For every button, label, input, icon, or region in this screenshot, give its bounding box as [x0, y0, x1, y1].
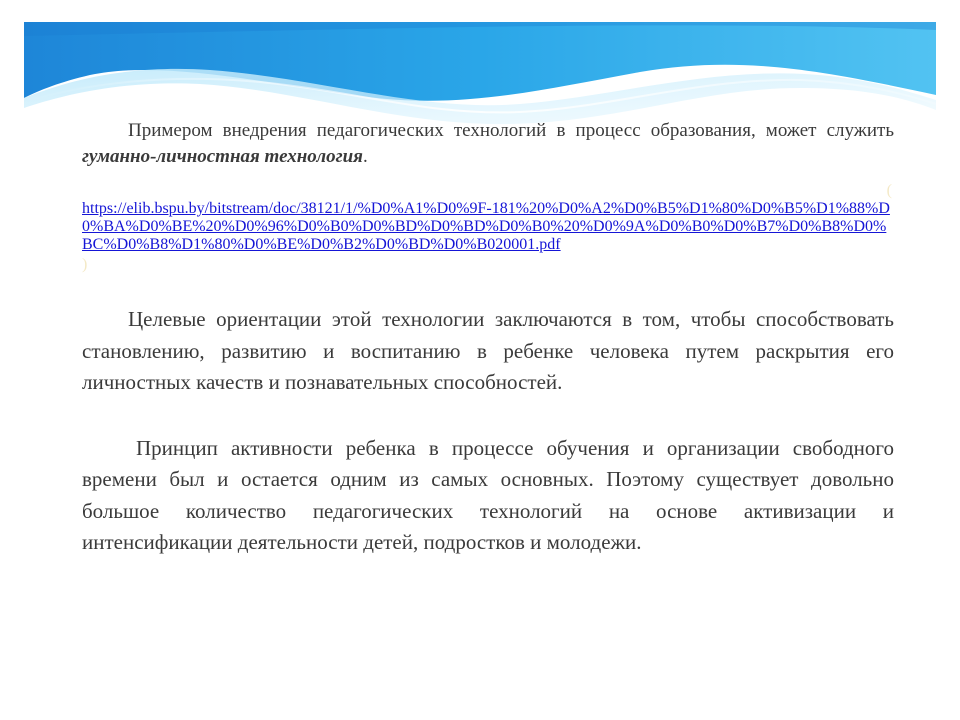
intro-emphasis: гуманно-личностная технология	[82, 146, 363, 167]
close-paren: )	[82, 256, 88, 273]
intro-paragraph	[82, 118, 894, 170]
activity-principle-paragraph: Принцип активности ребенка в процессе обучения и организации свободного времени был и остается одним из самых основных. Поэтому существует довольно большое количество педагогических технологий на основе активизации и интенсификации деятельности детей, подростков и молодежи.	[82, 435, 894, 554]
open-paren: (	[886, 182, 892, 199]
intro-text: Примером внедрения педагогических технологий в процесс образования, может служить	[128, 120, 894, 141]
source-block	[82, 182, 894, 274]
source-link[interactable]: https://elib.bspu.by/bitstream/doc/38121/1/%D0%A1%D0%9F-181%20%D0%A2%D0%B5%D1%80%D0%B5%D1%88%D0%BA%D0%BE%20%D0%96%D0%B0%D0%BD%D0%BD%D0%B0%20%D0%9A%D0%B0%D0%B7%D0%B8%D0%BC%D0%B8%D1%80%D0%BE%D0%B2%D0%BD%D0%B020001.pdf	[82, 200, 890, 253]
intro-text-end: .	[362, 146, 368, 167]
slide-content	[82, 118, 894, 559]
goals-paragraph: Целевые ориентации этой технологии заключаются в том, чтобы способствовать становлению, развитию и воспитанию в ребенке человека путем раскрытия его личностных качеств и познавательных способностей.	[82, 307, 894, 394]
